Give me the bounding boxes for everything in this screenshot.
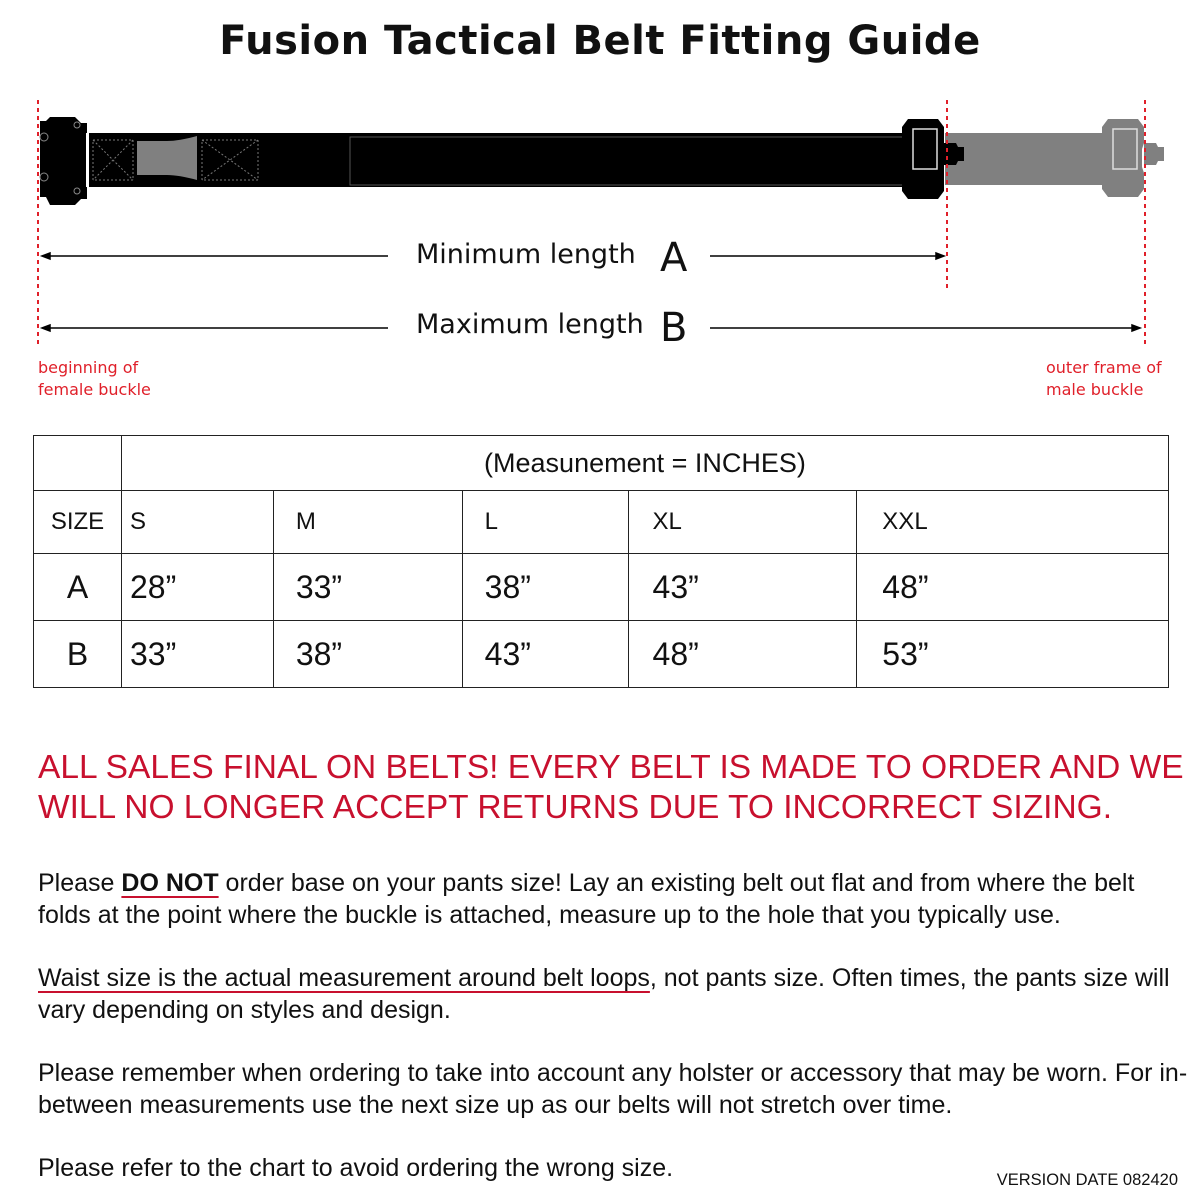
table-cell: 43” (628, 554, 857, 621)
note-line: male buckle (1046, 380, 1144, 399)
table-row-a (34, 554, 1169, 621)
table-cell: 53” (857, 621, 1169, 688)
minimum-length-letter: A (660, 235, 688, 281)
size-l: L (462, 491, 628, 554)
size-s: S (121, 491, 273, 554)
table-cell: 38” (273, 621, 462, 688)
table-cell (34, 436, 122, 491)
paragraph-pants-size (38, 867, 1188, 931)
size-m: M (273, 491, 462, 554)
table-cell: 33” (121, 621, 273, 688)
note-line: beginning of (38, 358, 139, 377)
table-cell: 33” (273, 554, 462, 621)
belt (40, 117, 964, 205)
size-xxl: XXL (857, 491, 1169, 554)
size-header: SIZE (34, 491, 122, 554)
emphasis-do-not: DO NOT (121, 869, 219, 897)
left-guide-note (38, 357, 151, 401)
size-chart (33, 435, 1169, 688)
underlined-text: Waist size is the actual measurement around belt loops (38, 964, 650, 992)
table-row-b (34, 621, 1169, 688)
paragraph-waist-size (38, 962, 1188, 1026)
paragraph-holster: Please remember when ordering to take into account any holster or accessory that may be worn. For in-between measurements use the next size up as our belts will not stretch over time. (38, 1059, 1188, 1119)
sales-final-warning: ALL SALES FINAL ON BELTS! EVERY BELT IS MADE TO ORDER AND WE WILL NO LONGER ACCEPT RETURNS DUE TO INCORRECT SIZING. (38, 749, 1184, 826)
page-title: Fusion Tactical Belt Fitting Guide (219, 18, 981, 64)
table-cell: 43” (462, 621, 628, 688)
note-line: female buckle (38, 380, 151, 399)
table-row (34, 436, 1169, 491)
table-cell: 48” (628, 621, 857, 688)
right-guide-note (1046, 357, 1162, 401)
row-label: A (34, 554, 122, 621)
text: Please (38, 869, 122, 897)
row-label: B (34, 621, 122, 688)
maximum-length-label: Maximum length (416, 309, 644, 340)
table-header-row (34, 491, 1169, 554)
table-cell: 38” (462, 554, 628, 621)
belt-diagram (0, 95, 1200, 345)
size-xl: XL (628, 491, 857, 554)
text: order base on your pants size! Lay an existing belt out flat and from where the belt folds at the point where the buckle is attached, measure up to the hole that you typically use. (38, 869, 1135, 929)
maximum-length-letter: B (660, 305, 688, 351)
minimum-length-label: Minimum length (416, 239, 636, 270)
text: , not pants size. Often times, the pants size will vary depending on styles and design. (38, 964, 1170, 1024)
version-date: VERSION DATE 082420 (996, 1171, 1178, 1189)
paragraph-refer-chart: Please refer to the chart to avoid ordering the wrong size. (38, 1154, 674, 1182)
table-cell: 28” (121, 554, 273, 621)
note-line: outer frame of (1046, 358, 1162, 377)
extended-belt (945, 119, 1164, 197)
table-caption: (Measunement = INCHES) (121, 436, 1168, 491)
table-cell: 48” (857, 554, 1169, 621)
